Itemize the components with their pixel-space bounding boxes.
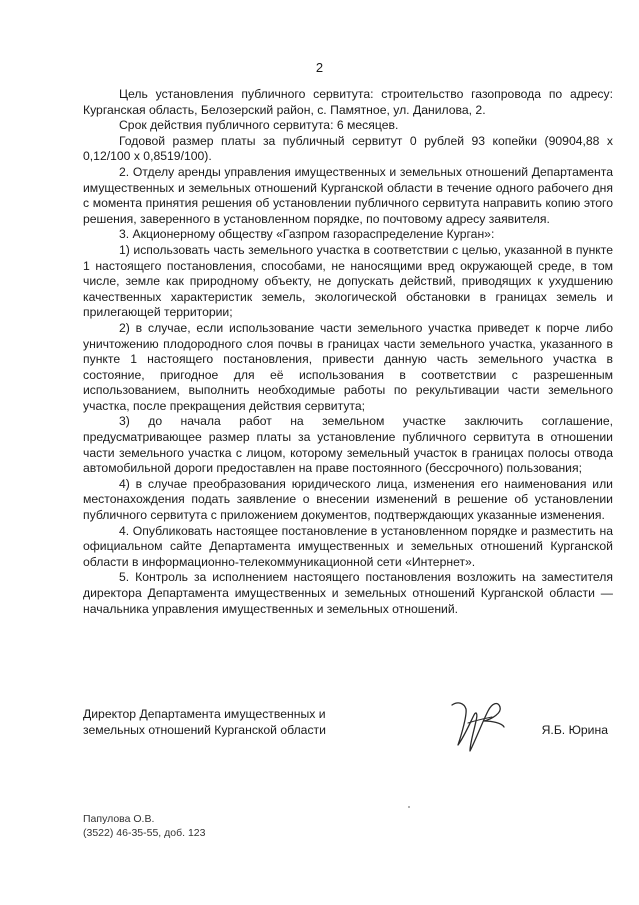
paragraph-item-4: 4. Опубликовать настоящее постановление в установленном порядке и разместить на официальном сайте Департамента имущественных и земельных отношений Курганской области в информационно-телекоммуникационной сети «Интернет». [83, 523, 613, 569]
paragraph-term: Срок действия публичного сервитута: 6 месяцев. [119, 118, 399, 133]
paragraph-item-2: 2. Отделу аренды управления имущественных и земельных отношений Департамента имущественных и земельных отношений Курганской области в течение одного рабочего дня с момента принятия решения об установлении публичного сервитута направить копию этого решения, заверенного в установленном порядке, по почтовому адресу заявителя. [83, 164, 613, 226]
paragraph-fee: Годовой размер платы за публичный сервитут 0 рублей 93 копейки (90904,88 х 0,12/100 х 0,8519/100). [83, 133, 613, 164]
page-number: 2 [315, 60, 324, 75]
signatory-name: Я.Б. Юрина [541, 723, 608, 737]
signature-block [83, 707, 613, 767]
paragraph-item-3-1: 1) использовать часть земельного участка в соответствии с целью, указанной в пункте 1 настоящего постановления, способами, не наносящими вред окружающей среде, в том числе, земле как природному объекту, не допускать действий, приводящих к ухудшению качественных характеристик земель, экологической обстановки в границах земель и прилегающей территории; [83, 242, 613, 320]
paragraph-item-3-4: 4) в случае преобразования юридического лица, изменения его наименования или местонахождения подать заявление о внесении изменений в решение об установлении публичного сервитута с приложением документов, подтверждающих указанные изменения. [83, 476, 613, 523]
signatory-title [83, 707, 383, 738]
signatory-title-line-1: Директор Департамента имущественных и [83, 707, 326, 721]
scan-dot [408, 806, 410, 808]
paragraph-item-3-3: 3) до начала работ на земельном участке заключить соглашение, предусматривающее размер платы за установление публичного сервитута в отношении части земельного участка с лицом, которому земельный участок в границах полосы отвода автомобильной дороги предоставлен на праве постоянного (бессрочного) пользования; [83, 414, 613, 476]
paragraph-purpose: Цель установления публичного сервитута: строительство газопровода по адресу: Курганская область, Белозерский район, с. Памятное, ул. Данилова, 2. [83, 87, 613, 117]
executor-name: Папулова О.В. [83, 813, 155, 825]
handwritten-signature-icon [448, 693, 508, 757]
signatory-title-line-2: земельных отношений Курганской области [83, 722, 326, 737]
paragraph-item-5: 5. Контроль за исполнением настоящего постановления возложить на заместителя директора Департамента имущественных и земельных отношений Курганской области — начальника управления имущественных и земельных отношений. [83, 570, 613, 616]
document-body [83, 87, 613, 617]
executor-phone: (3522) 46-35-55, доб. 123 [83, 827, 206, 839]
paragraph-item-3: 3. Акционерному обществу «Газпром газораспределение Курган»: [119, 227, 495, 242]
paragraph-item-3-2: 2) в случае, если использование части земельного участка приведет к порче либо уничтожению плодородного слоя почвы в границах части земельного участка, указанного в пункте 1 настоящего постановления, привести данную часть земельного участка в состояние, пригодное для её использования в соответствии с разрешенным использованием, выполнить необходимые работы по рекультивации части земельного участка, после прекращения действия сервитута; [83, 320, 613, 413]
executor-block [83, 812, 205, 840]
